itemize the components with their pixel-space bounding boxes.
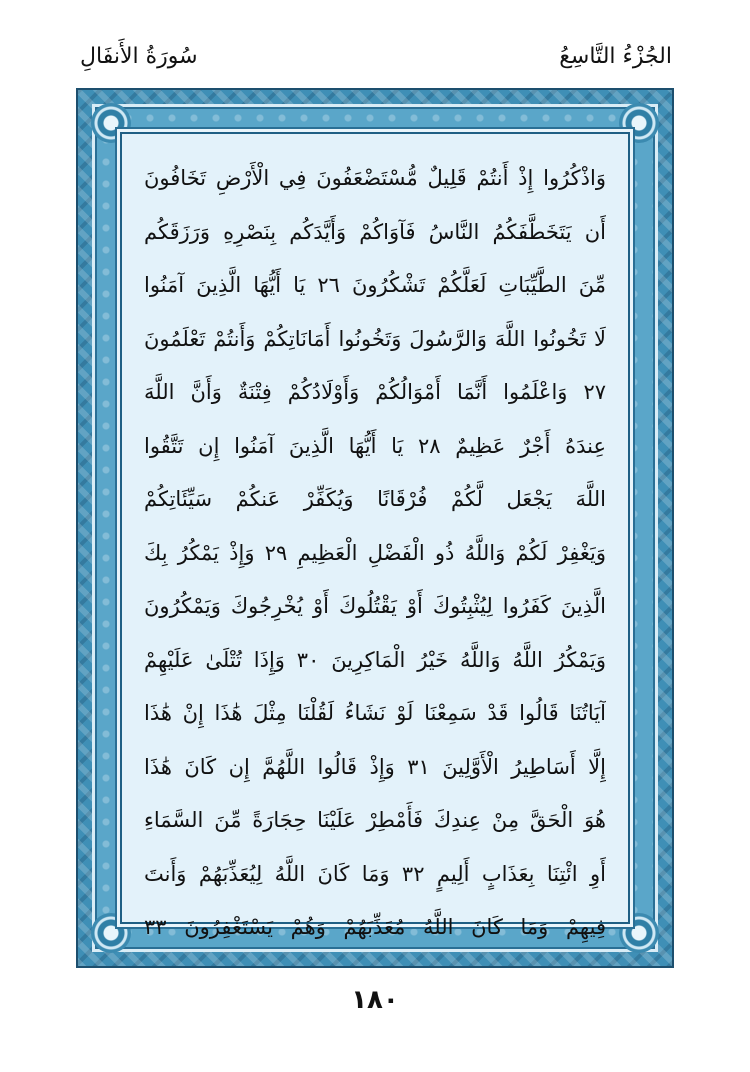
- verse-line: آيَاتُنَا قَالُوا قَدْ سَمِعْنَا لَوْ نَشَاءُ لَقُلْنَا مِثْلَ هَٰذَا إِنْ هَٰذَا: [144, 701, 606, 725]
- verse-line: وَيَمْكُرُ اللَّهُ وَاللَّهُ خَيْرُ الْمَاكِرِينَ ٣٠ وَإِذَا تُتْلَىٰ عَلَيْهِمْ: [144, 647, 606, 672]
- verse-line: مِّنَ الطَّيِّبَاتِ لَعَلَّكُمْ تَشْكُرُونَ ٢٦ يَا أَيُّهَا الَّذِينَ آمَنُوا: [144, 273, 606, 297]
- verse-line: وَيَغْفِرْ لَكُمْ وَاللَّهُ ذُو الْفَضْلِ الْعَظِيمِ ٢٩ وَإِذْ يَمْكُرُ بِكَ: [144, 540, 606, 565]
- verse-line: وَاذْكُرُوا إِذْ أَنتُمْ قَلِيلٌ مُّسْتَضْعَفُونَ فِي الْأَرْضِ تَخَافُونَ: [144, 166, 606, 190]
- verse-panel: [120, 132, 630, 939]
- page-number: ١٨٠: [351, 985, 399, 1015]
- juz-title: الجُزْءُ التَّاسِعُ: [559, 44, 672, 69]
- verse-line: إِلَّا أَسَاطِيرُ الْأَوَّلِينَ ٣١ وَإِذْ قَالُوا اللَّهُمَّ إِن كَانَ هَٰذَا: [144, 754, 606, 779]
- verse-line: ٢٧ وَاعْلَمُوا أَنَّمَا أَمْوَالُكُمْ وَأَوْلَادُكُمْ فِتْنَةٌ وَأَنَّ اللَّهَ: [144, 380, 606, 404]
- verse-line: اللَّهَ يَجْعَل لَّكُمْ فُرْقَانًا وَيُكَفِّرْ عَنكُمْ سَيِّئَاتِكُمْ: [144, 487, 606, 511]
- surah-title: سُورَةُ الأَنفَالِ: [80, 44, 198, 69]
- verse-line: الَّذِينَ كَفَرُوا لِيُثْبِتُوكَ أَوْ يَقْتُلُوكَ أَوْ يُخْرِجُوكَ وَيَمْكُرُونَ: [144, 594, 606, 618]
- page-frame: [76, 88, 674, 968]
- verse-line: أَوِ ائْتِنَا بِعَذَابٍ أَلِيمٍ ٣٢ وَمَا كَانَ اللَّهُ لِيُعَذِّبَهُمْ وَأَنتَ: [144, 861, 606, 886]
- verse-line: لَا تَخُونُوا اللَّهَ وَالرَّسُولَ وَتَخُونُوا أَمَانَاتِكُمْ وَأَنتُمْ تَعْلَمُونَ: [144, 326, 606, 351]
- verse-line: فِيهِمْ وَمَا كَانَ اللَّهُ مُعَذِّبَهُمْ وَهُمْ يَسْتَغْفِرُونَ ٣٣: [144, 915, 606, 939]
- verse-line: هُوَ الْحَقَّ مِنْ عِندِكَ فَأَمْطِرْ عَلَيْنَا حِجَارَةً مِّنَ السَّمَاءِ: [144, 808, 606, 832]
- verse-line: أَن يَتَخَطَّفَكُمُ النَّاسُ فَآوَاكُمْ وَأَيَّدَكُم بِنَصْرِهِ وَرَزَقَكُم: [144, 219, 606, 244]
- verse-line: عِندَهُ أَجْرٌ عَظِيمٌ ٢٨ يَا أَيُّهَا الَّذِينَ آمَنُوا إِن تَتَّقُوا: [144, 433, 606, 458]
